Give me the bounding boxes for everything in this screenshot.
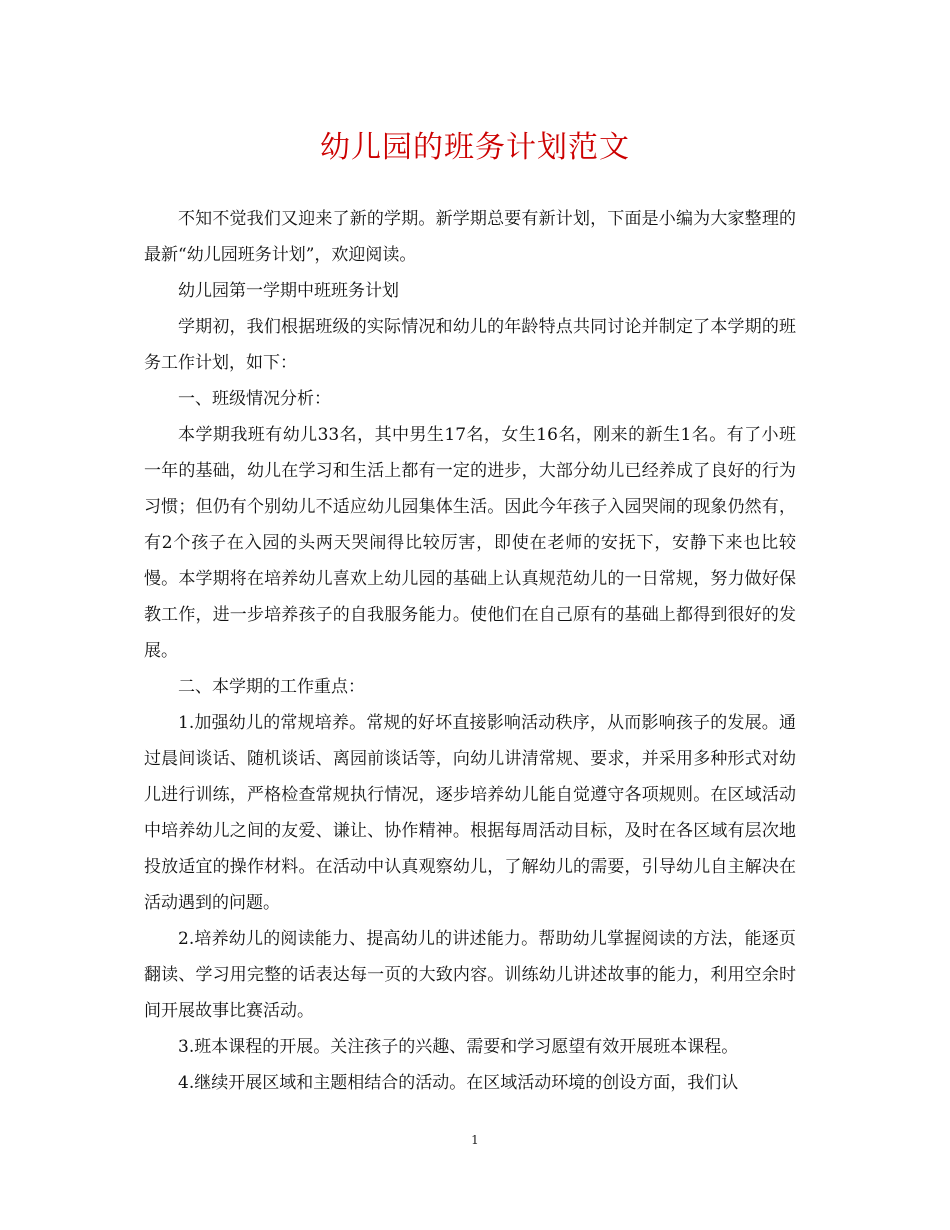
work-focus-item-4: 4.继续开展区域和主题相结合的活动。在区域活动环境的创设方面，我们认 (178, 1073, 739, 1093)
heading-work-focus: 二、本学期的工作重点： (178, 677, 365, 697)
heading-class-analysis: 一、班级情况分析： (178, 389, 331, 409)
work-focus-item-1: 1.加强幼儿的常规培养。常规的好坏直接影响活动秩序，从而影响孩子的发展。通过晨间谈话、随机谈话、离园前谈话等，向幼儿讲清常规、要求，并采用多种形式对幼儿进行训练，严格检查常规执行情况，逐步培养幼儿能自觉遵守各项规则。在区域活动中培养幼儿之间的友爱、谦让、协作精神。根据每周活动目标，及时在各区域有层次地投放适宜的操作材料。在活动中认真观察幼儿，了解幼儿的需要，引导幼儿自主解决在活动遇到的问题。 (144, 713, 796, 913)
opening-paragraph: 学期初，我们根据班级的实际情况和幼儿的年龄特点共同讨论并制定了本学期的班务工作计划，如下： (144, 317, 796, 373)
page-number: 1 (471, 1133, 479, 1147)
class-analysis-paragraph: 本学期我班有幼儿33名，其中男生17名，女生16名，刚来的新生1名。有了小班一年的基础，幼儿在学习和生活上都有一定的进步，大部分幼儿已经养成了良好的行为习惯；但仍有个别幼儿不适应幼儿园集体生活。因此今年孩子入园哭闹的现象仍然有，有2个孩子在入园的头两天哭闹得比较厉害，即使在老师的安抚下，安静下来也比较慢。本学期将在培养幼儿喜欢上幼儿园的基础上认真规范幼儿的一日常规，努力做好保教工作，进一步培养孩子的自我服务能力。使他们在自己原有的基础上都得到很好的发展。 (144, 425, 796, 661)
intro-paragraph: 不知不觉我们又迎来了新的学期。新学期总要有新计划，下面是小编为大家整理的最新“幼儿园班务计划”，欢迎阅读。 (144, 209, 796, 265)
document-body (144, 201, 796, 1101)
document-title: 幼儿园的班务计划范文 (320, 130, 630, 165)
section-subtitle: 幼儿园第一学期中班班务计划 (178, 281, 399, 301)
work-focus-item-2: 2.培养幼儿的阅读能力、提高幼儿的讲述能力。帮助幼儿掌握阅读的方法，能逐页翻读、学习用完整的话表达每一页的大致内容。训练幼儿讲述故事的能力，利用空余时间开展故事比赛活动。 (144, 929, 796, 1021)
work-focus-item-3: 3.班本课程的开展。关注孩子的兴趣、需要和学习愿望有效开展班本课程。 (178, 1037, 739, 1057)
